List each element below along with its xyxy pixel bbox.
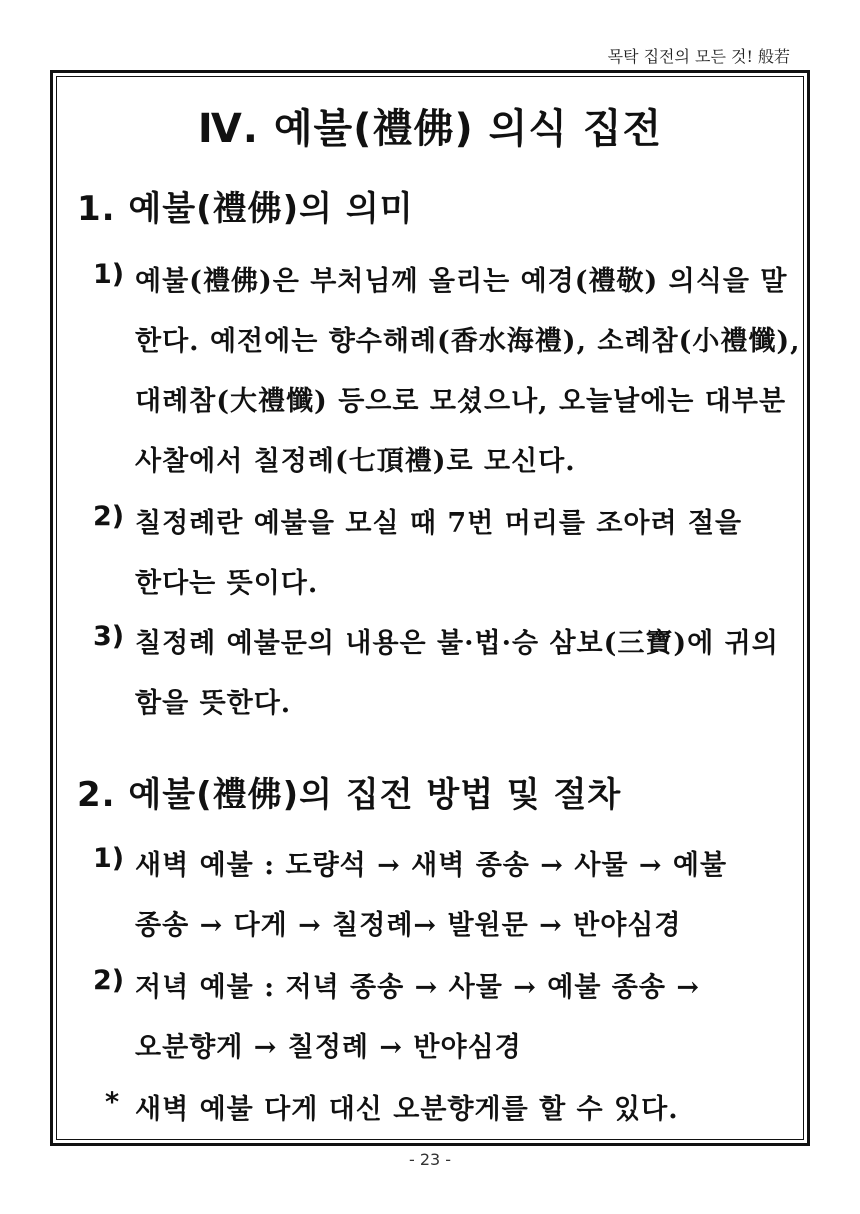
item-2-number: 2): [93, 501, 125, 532]
page-number: - 23 -: [408, 1150, 452, 1169]
page-title: Ⅳ. 예불(禮佛) 의식 집전: [197, 106, 663, 152]
procedure-1-line-2: 종송 → 다게 → 칠정례→ 발원문 → 반야심경: [135, 910, 682, 941]
note-asterisk: *: [105, 1087, 120, 1118]
item-3-line-2: 함을 뜻한다.: [135, 688, 292, 719]
section-2-heading: 2. 예불(禮佛)의 집전 방법 및 절차: [77, 775, 622, 815]
procedure-2-line-1: 저녁 예불 : 저녁 종송 → 사물 → 예불 종송 →: [135, 972, 700, 1003]
procedure-1-number: 1): [93, 843, 125, 874]
item-1-line-4: 사찰에서 칠정례(七頂禮)로 모신다.: [135, 446, 576, 477]
procedure-1-line-1: 새벽 예불 : 도량석 → 새벽 종송 → 사물 → 예불: [135, 850, 728, 881]
item-1-line-1: 예불(禮佛)은 부처님께 올리는 예경(禮敬) 의식을 말: [135, 266, 788, 297]
item-3-line-1: 칠정례 예불문의 내용은 불·법·승 삼보(三寶)에 귀의: [135, 628, 779, 659]
item-2-line-2: 한다는 뜻이다.: [135, 568, 319, 599]
item-3-number: 3): [93, 621, 125, 652]
item-1-line-3: 대례참(大禮懺) 등으로 모셨으나, 오늘날에는 대부분: [135, 386, 787, 417]
item-1-number: 1): [93, 259, 125, 290]
section-1-heading: 1. 예불(禮佛)의 의미: [77, 189, 414, 229]
running-header: 목탁 집전의 모든 것! 般若: [607, 47, 790, 66]
procedure-2-line-2: 오분향게 → 칠정례 → 반야심경: [135, 1032, 522, 1063]
procedure-2-number: 2): [93, 965, 125, 996]
page-frame: [50, 70, 810, 1146]
item-1-line-2: 한다. 예전에는 향수해례(香水海禮), 소례참(小禮懺),: [135, 326, 801, 357]
note-text: 새벽 예불 다게 대신 오분향게를 할 수 있다.: [135, 1094, 679, 1125]
item-2-line-1: 칠정례란 예불을 모실 때 7번 머리를 조아려 절을: [135, 508, 743, 539]
